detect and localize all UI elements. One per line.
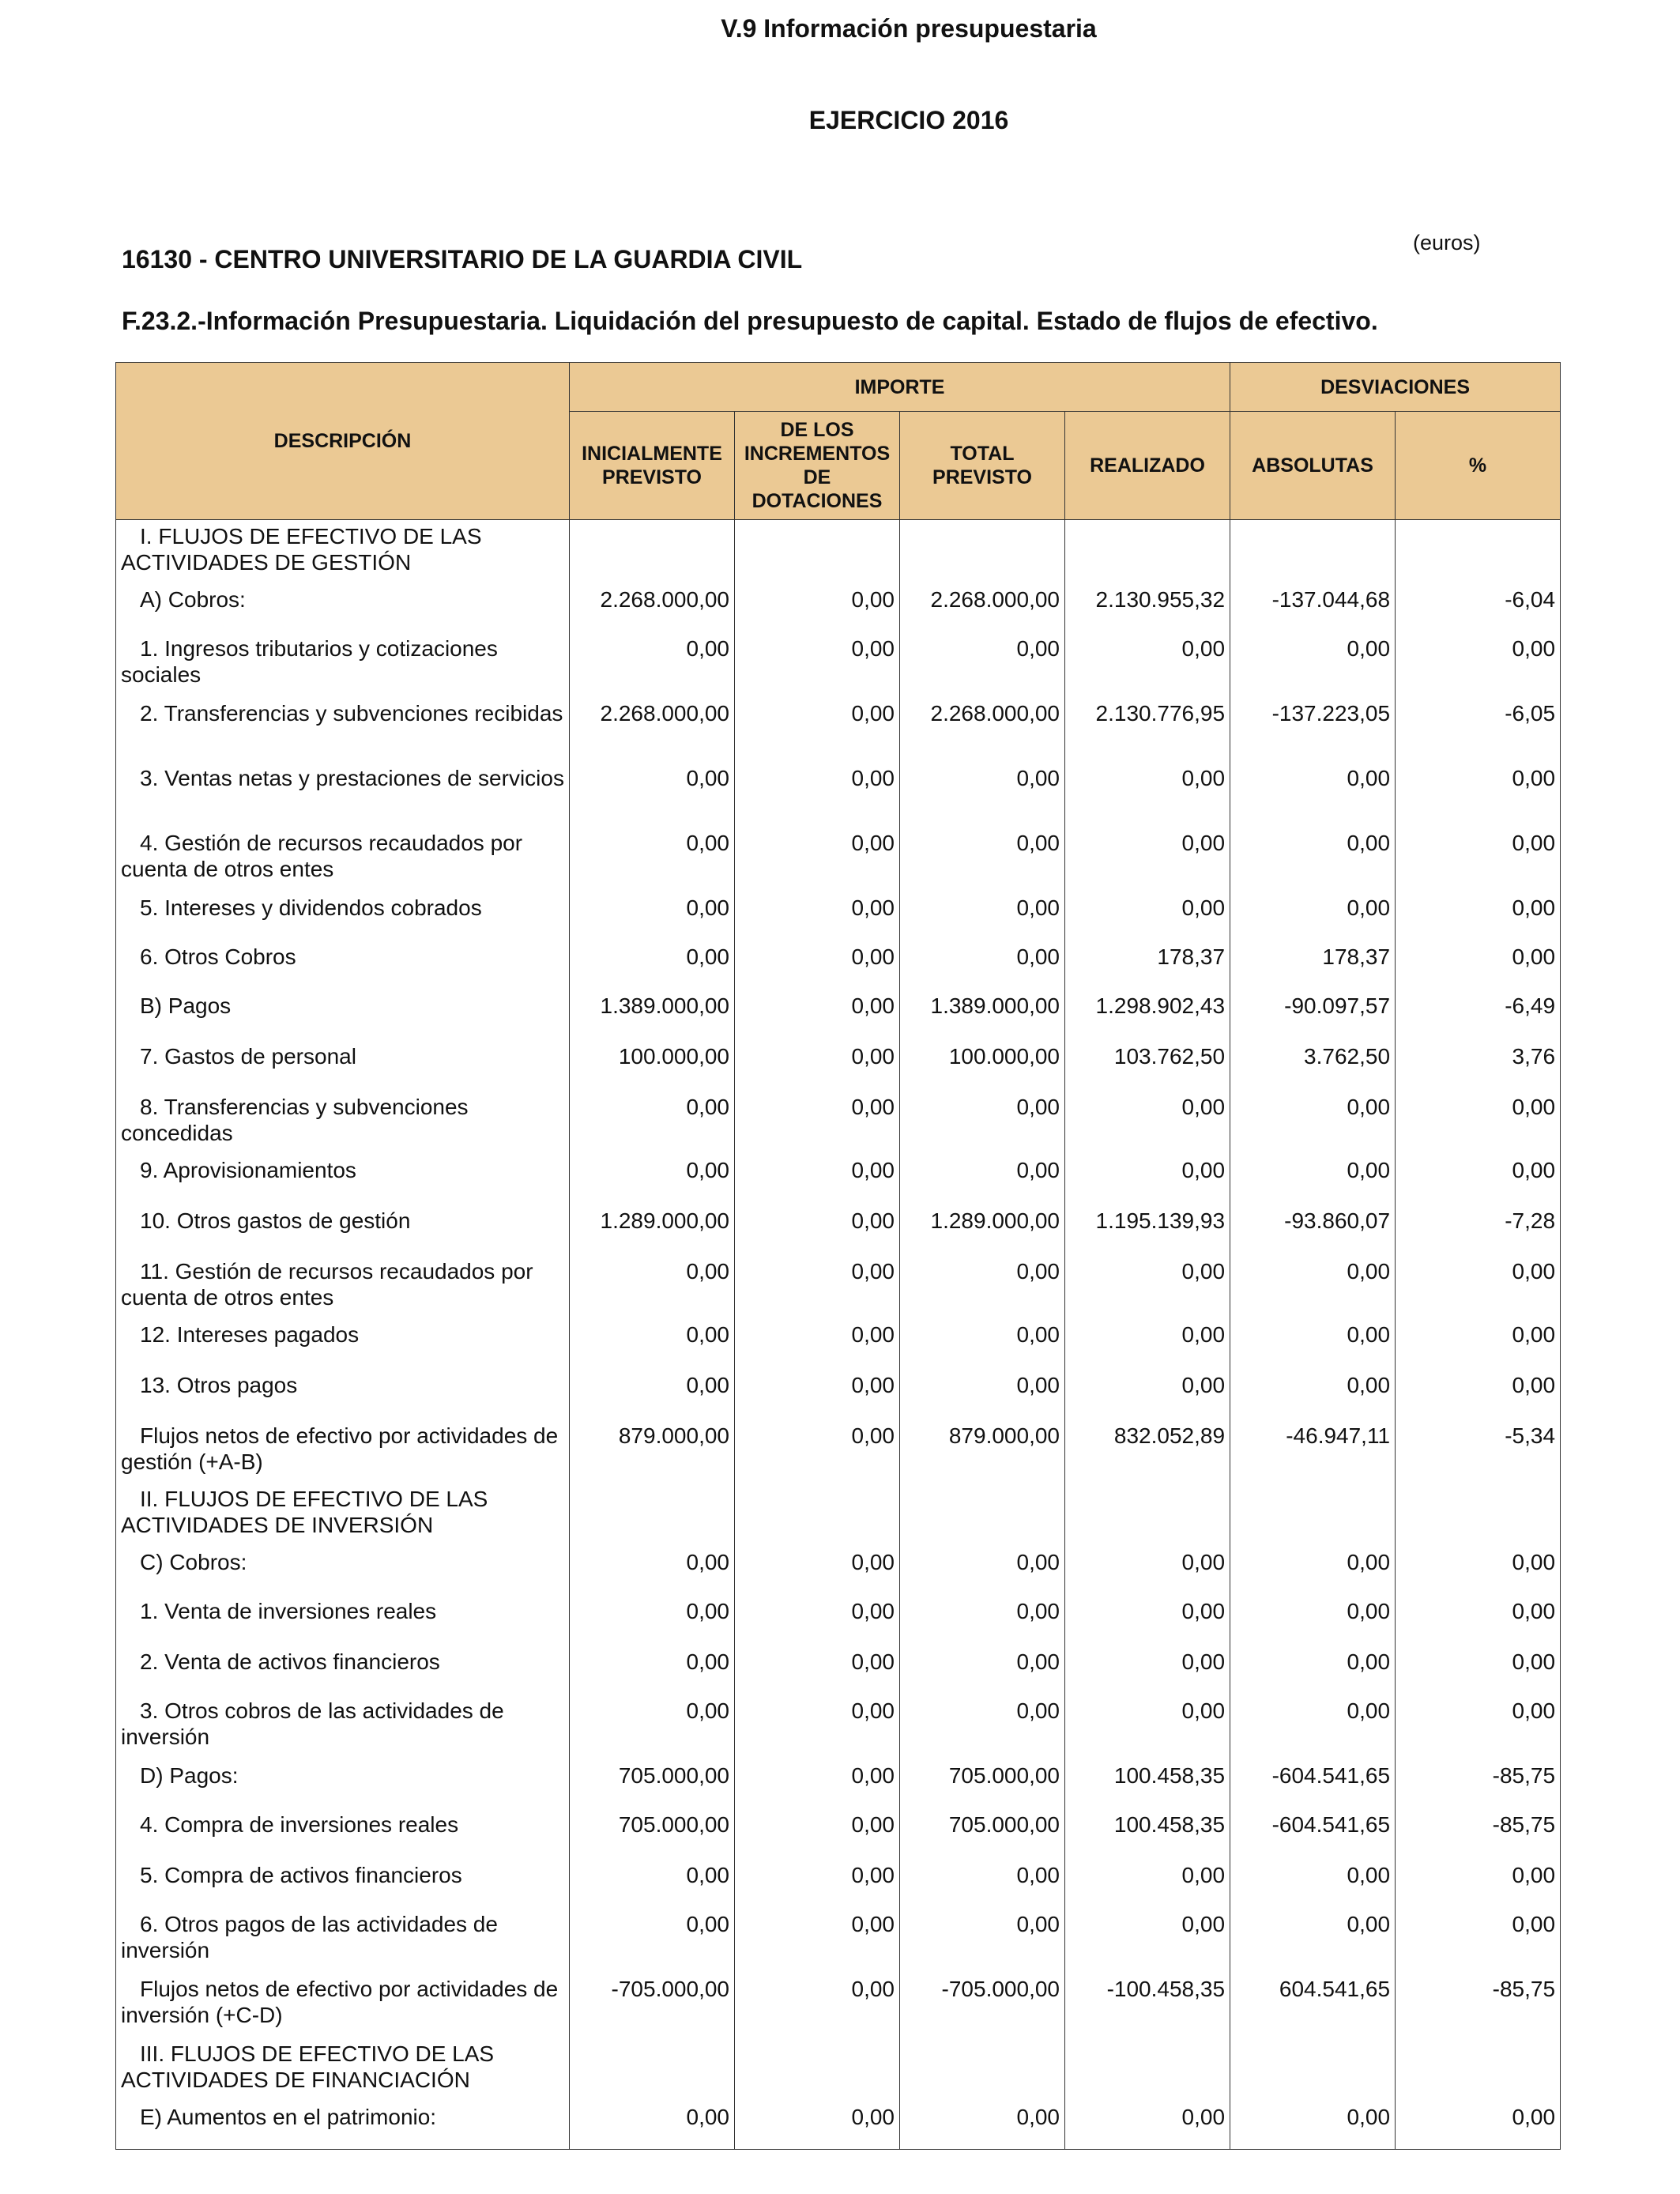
cell-percent: [1396, 2038, 1561, 2101]
row-description: I. FLUJOS DE EFECTIVO DE LAS ACTIVIDADES DE GESTIÓN: [116, 520, 570, 583]
cell-total-previsto: 0,00: [900, 892, 1065, 941]
cell-realizado: 0,00: [1065, 1154, 1230, 1204]
cell-realizado: 2.130.955,32: [1065, 583, 1230, 632]
table-row: [116, 1204, 1561, 1255]
table-row: [116, 1808, 1561, 1859]
cell-absolutas: -137.044,68: [1230, 583, 1396, 632]
report-subtitle: F.23.2.-Información Presupuestaria. Liquidación del presupuesto de capital. Estado de flujos de efectivo.: [122, 307, 1378, 335]
cell-realizado: 0,00: [1065, 1595, 1230, 1646]
cell-inicialmente-previsto: 705.000,00: [570, 1808, 735, 1859]
cell-realizado: 2.130.776,95: [1065, 697, 1230, 762]
cell-inicialmente-previsto: 0,00: [570, 1546, 735, 1595]
cell-absolutas: 0,00: [1230, 1595, 1396, 1646]
cell-total-previsto: 0,00: [900, 1646, 1065, 1695]
cell-inicialmente-previsto: 0,00: [570, 762, 735, 827]
cell-inicialmente-previsto: 0,00: [570, 1908, 735, 1973]
row-description: 1. Venta de inversiones reales: [116, 1595, 570, 1646]
table-row: [116, 1040, 1561, 1091]
cell-incrementos: 0,00: [735, 583, 900, 632]
cell-total-previsto: 0,00: [900, 762, 1065, 827]
cell-absolutas: 0,00: [1230, 762, 1396, 827]
cell-inicialmente-previsto: 1.389.000,00: [570, 990, 735, 1040]
cell-percent: 0,00: [1396, 2101, 1561, 2150]
cell-total-previsto: 0,00: [900, 941, 1065, 990]
header-inicialmente-previsto: INICIALMENTE PREVISTO: [570, 412, 735, 520]
row-description: 4. Compra de inversiones reales: [116, 1808, 570, 1859]
cell-inicialmente-previsto: 100.000,00: [570, 1040, 735, 1091]
cell-total-previsto: 705.000,00: [900, 1759, 1065, 1808]
row-description: 3. Otros cobros de las actividades de inversión: [116, 1695, 570, 1759]
cell-absolutas: [1230, 2038, 1396, 2101]
cell-total-previsto: -705.000,00: [900, 1973, 1065, 2038]
header-realizado: REALIZADO: [1065, 412, 1230, 520]
row-description: E) Aumentos en el patrimonio:: [116, 2101, 570, 2150]
cell-total-previsto: 0,00: [900, 1091, 1065, 1154]
row-description: 1. Ingresos tributarios y cotizaciones sociales: [116, 632, 570, 697]
table-row: [116, 762, 1561, 827]
cell-absolutas: 0,00: [1230, 1255, 1396, 1318]
cell-incrementos: 0,00: [735, 1908, 900, 1973]
cell-total-previsto: [900, 1483, 1065, 1546]
cell-percent: -85,75: [1396, 1973, 1561, 2038]
cell-incrementos: 0,00: [735, 697, 900, 762]
row-description: 11. Gestión de recursos recaudados por cuenta de otros entes: [116, 1255, 570, 1318]
cell-percent: 0,00: [1396, 1318, 1561, 1369]
table-row: [116, 1369, 1561, 1419]
cell-total-previsto: 0,00: [900, 632, 1065, 697]
cell-inicialmente-previsto: 0,00: [570, 1318, 735, 1369]
row-description: 3. Ventas netas y prestaciones de servicios: [116, 762, 570, 827]
cell-absolutas: [1230, 1483, 1396, 1546]
cell-incrementos: 0,00: [735, 941, 900, 990]
header-percent: %: [1396, 412, 1561, 520]
cell-absolutas: 0,00: [1230, 632, 1396, 697]
cell-absolutas: 178,37: [1230, 941, 1396, 990]
cell-total-previsto: 2.268.000,00: [900, 583, 1065, 632]
row-description: A) Cobros:: [116, 583, 570, 632]
row-description: D) Pagos:: [116, 1759, 570, 1808]
cell-realizado: 0,00: [1065, 1695, 1230, 1759]
table-row: [116, 2101, 1561, 2150]
cell-absolutas: 0,00: [1230, 1369, 1396, 1419]
table-row: [116, 1908, 1561, 1973]
cell-realizado: 832.052,89: [1065, 1419, 1230, 1483]
cell-incrementos: [735, 1483, 900, 1546]
cell-percent: 0,00: [1396, 1595, 1561, 1646]
header-desviaciones: DESVIACIONES: [1230, 363, 1561, 412]
cell-inicialmente-previsto: 879.000,00: [570, 1419, 735, 1483]
table-row: [116, 990, 1561, 1040]
row-description: III. FLUJOS DE EFECTIVO DE LAS ACTIVIDADES DE FINANCIACIÓN: [116, 2038, 570, 2101]
cell-inicialmente-previsto: 0,00: [570, 1595, 735, 1646]
cell-absolutas: 0,00: [1230, 1546, 1396, 1595]
cell-inicialmente-previsto: 0,00: [570, 1369, 735, 1419]
cell-realizado: 0,00: [1065, 892, 1230, 941]
row-description: B) Pagos: [116, 990, 570, 1040]
cell-total-previsto: 0,00: [900, 2101, 1065, 2150]
header-incrementos: DE LOS INCREMENTOS DE DOTACIONES: [735, 412, 900, 520]
cell-realizado: 0,00: [1065, 1369, 1230, 1419]
cell-absolutas: -46.947,11: [1230, 1419, 1396, 1483]
cell-total-previsto: 0,00: [900, 1318, 1065, 1369]
header-importe: IMPORTE: [570, 363, 1230, 412]
cell-total-previsto: 0,00: [900, 827, 1065, 892]
cell-realizado: 0,00: [1065, 762, 1230, 827]
cell-percent: -6,04: [1396, 583, 1561, 632]
cell-inicialmente-previsto: [570, 1483, 735, 1546]
cell-realizado: 0,00: [1065, 1908, 1230, 1973]
cell-realizado: 0,00: [1065, 1255, 1230, 1318]
cell-realizado: 0,00: [1065, 827, 1230, 892]
cell-total-previsto: 0,00: [900, 1255, 1065, 1318]
cell-percent: [1396, 1483, 1561, 1546]
table-row: [116, 1255, 1561, 1318]
cell-incrementos: 0,00: [735, 1419, 900, 1483]
cell-percent: 0,00: [1396, 941, 1561, 990]
cell-incrementos: [735, 520, 900, 583]
table-row: [116, 941, 1561, 990]
cell-incrementos: 0,00: [735, 1040, 900, 1091]
table-row: [116, 1759, 1561, 1808]
cell-absolutas: 604.541,65: [1230, 1973, 1396, 2038]
cell-percent: -6,05: [1396, 697, 1561, 762]
cell-inicialmente-previsto: 0,00: [570, 1091, 735, 1154]
cell-inicialmente-previsto: 0,00: [570, 892, 735, 941]
cell-absolutas: 0,00: [1230, 1695, 1396, 1759]
cell-total-previsto: 1.389.000,00: [900, 990, 1065, 1040]
page-title: V.9 Información presupuestaria: [721, 14, 1097, 43]
cell-realizado: 1.195.139,93: [1065, 1204, 1230, 1255]
cell-incrementos: 0,00: [735, 1808, 900, 1859]
cash-flow-table: [115, 362, 1561, 2150]
row-description: 6. Otros pagos de las actividades de inversión: [116, 1908, 570, 1973]
row-description: 4. Gestión de recursos recaudados por cuenta de otros entes: [116, 827, 570, 892]
cell-incrementos: 0,00: [735, 1369, 900, 1419]
cell-realizado: 0,00: [1065, 632, 1230, 697]
cell-inicialmente-previsto: 0,00: [570, 632, 735, 697]
cell-incrementos: 0,00: [735, 1204, 900, 1255]
cell-absolutas: -137.223,05: [1230, 697, 1396, 762]
cell-percent: 0,00: [1396, 1695, 1561, 1759]
cell-total-previsto: [900, 520, 1065, 583]
cell-percent: [1396, 520, 1561, 583]
cell-inicialmente-previsto: 0,00: [570, 2101, 735, 2150]
cell-total-previsto: 1.289.000,00: [900, 1204, 1065, 1255]
table-row: [116, 1419, 1561, 1483]
exercise-year: EJERCICIO 2016: [808, 106, 1009, 134]
cell-realizado: 0,00: [1065, 2101, 1230, 2150]
cell-incrementos: [735, 2038, 900, 2101]
cell-percent: -85,75: [1396, 1759, 1561, 1808]
cell-realizado: 0,00: [1065, 1859, 1230, 1908]
cell-realizado: 100.458,35: [1065, 1759, 1230, 1808]
cell-total-previsto: 100.000,00: [900, 1040, 1065, 1091]
table-row: [116, 1091, 1561, 1154]
cell-percent: 0,00: [1396, 892, 1561, 941]
cell-percent: 3,76: [1396, 1040, 1561, 1091]
row-description: C) Cobros:: [116, 1546, 570, 1595]
cell-percent: 0,00: [1396, 1369, 1561, 1419]
cell-incrementos: 0,00: [735, 2101, 900, 2150]
cell-incrementos: 0,00: [735, 1859, 900, 1908]
table-row: [116, 632, 1561, 697]
cell-absolutas: 0,00: [1230, 1154, 1396, 1204]
cell-incrementos: 0,00: [735, 762, 900, 827]
table-row: [116, 827, 1561, 892]
table-row: [116, 2038, 1561, 2101]
cell-total-previsto: 0,00: [900, 1908, 1065, 1973]
cell-inicialmente-previsto: 0,00: [570, 1646, 735, 1695]
cell-percent: 0,00: [1396, 762, 1561, 827]
table-row: [116, 1483, 1561, 1546]
cell-incrementos: 0,00: [735, 990, 900, 1040]
cell-inicialmente-previsto: 0,00: [570, 941, 735, 990]
cell-realizado: [1065, 1483, 1230, 1546]
cell-total-previsto: 2.268.000,00: [900, 697, 1065, 762]
cell-incrementos: 0,00: [735, 1255, 900, 1318]
row-description: Flujos netos de efectivo por actividades de inversión (+C-D): [116, 1973, 570, 2038]
cell-absolutas: -90.097,57: [1230, 990, 1396, 1040]
row-description: Flujos netos de efectivo por actividades de gestión (+A-B): [116, 1419, 570, 1483]
cell-incrementos: 0,00: [735, 1695, 900, 1759]
cell-absolutas: 0,00: [1230, 1091, 1396, 1154]
cell-realizado: 100.458,35: [1065, 1808, 1230, 1859]
cell-inicialmente-previsto: 2.268.000,00: [570, 697, 735, 762]
table-row: [116, 1859, 1561, 1908]
table-row: [116, 1646, 1561, 1695]
cell-absolutas: -604.541,65: [1230, 1759, 1396, 1808]
row-description: II. FLUJOS DE EFECTIVO DE LAS ACTIVIDADES DE INVERSIÓN: [116, 1483, 570, 1546]
row-description: 6. Otros Cobros: [116, 941, 570, 990]
cell-percent: -85,75: [1396, 1808, 1561, 1859]
cell-inicialmente-previsto: 0,00: [570, 827, 735, 892]
cell-absolutas: 0,00: [1230, 892, 1396, 941]
header-absolutas: ABSOLUTAS: [1230, 412, 1396, 520]
cell-percent: 0,00: [1396, 1646, 1561, 1695]
cell-total-previsto: 0,00: [900, 1695, 1065, 1759]
cell-absolutas: 0,00: [1230, 1646, 1396, 1695]
table-row: [116, 520, 1561, 583]
cell-inicialmente-previsto: -705.000,00: [570, 1973, 735, 2038]
cell-realizado: 103.762,50: [1065, 1040, 1230, 1091]
table-row: [116, 1973, 1561, 2038]
cell-absolutas: 0,00: [1230, 2101, 1396, 2150]
row-description: 5. Compra de activos financieros: [116, 1859, 570, 1908]
header-total-previsto: TOTAL PREVISTO: [900, 412, 1065, 520]
row-description: 12. Intereses pagados: [116, 1318, 570, 1369]
cell-inicialmente-previsto: 1.289.000,00: [570, 1204, 735, 1255]
cell-realizado: [1065, 2038, 1230, 2101]
cell-incrementos: 0,00: [735, 1091, 900, 1154]
cell-absolutas: -93.860,07: [1230, 1204, 1396, 1255]
cell-percent: 0,00: [1396, 827, 1561, 892]
cell-inicialmente-previsto: 2.268.000,00: [570, 583, 735, 632]
cell-incrementos: 0,00: [735, 1546, 900, 1595]
cell-incrementos: 0,00: [735, 1318, 900, 1369]
cell-inicialmente-previsto: 705.000,00: [570, 1759, 735, 1808]
units-label: (euros): [1413, 231, 1481, 254]
cell-incrementos: 0,00: [735, 892, 900, 941]
cell-inicialmente-previsto: [570, 2038, 735, 2101]
cell-incrementos: 0,00: [735, 1759, 900, 1808]
table-row: [116, 1695, 1561, 1759]
cell-incrementos: 0,00: [735, 1646, 900, 1695]
table-row: [116, 1595, 1561, 1646]
cell-realizado: 1.298.902,43: [1065, 990, 1230, 1040]
cell-percent: 0,00: [1396, 1255, 1561, 1318]
cell-percent: 0,00: [1396, 1546, 1561, 1595]
cell-percent: 0,00: [1396, 1154, 1561, 1204]
cell-percent: 0,00: [1396, 632, 1561, 697]
cell-total-previsto: 0,00: [900, 1595, 1065, 1646]
cell-percent: 0,00: [1396, 1859, 1561, 1908]
table-row: [116, 1546, 1561, 1595]
cell-percent: -6,49: [1396, 990, 1561, 1040]
cell-realizado: 0,00: [1065, 1318, 1230, 1369]
table-row: [116, 583, 1561, 632]
cell-incrementos: 0,00: [735, 1973, 900, 2038]
cell-incrementos: 0,00: [735, 632, 900, 697]
cell-incrementos: 0,00: [735, 1154, 900, 1204]
cell-total-previsto: 705.000,00: [900, 1808, 1065, 1859]
row-description: 5. Intereses y dividendos cobrados: [116, 892, 570, 941]
cell-absolutas: 3.762,50: [1230, 1040, 1396, 1091]
table-header: [116, 363, 1561, 520]
cell-absolutas: 0,00: [1230, 1318, 1396, 1369]
row-description: 10. Otros gastos de gestión: [116, 1204, 570, 1255]
table-row: [116, 1318, 1561, 1369]
cell-total-previsto: 0,00: [900, 1546, 1065, 1595]
cell-inicialmente-previsto: 0,00: [570, 1859, 735, 1908]
cell-realizado: 0,00: [1065, 1646, 1230, 1695]
cell-absolutas: 0,00: [1230, 1859, 1396, 1908]
table-body: [116, 520, 1561, 2150]
cell-absolutas: 0,00: [1230, 827, 1396, 892]
cell-inicialmente-previsto: [570, 520, 735, 583]
row-description: 2. Transferencias y subvenciones recibidas: [116, 697, 570, 762]
table-row: [116, 1154, 1561, 1204]
row-description: 9. Aprovisionamientos: [116, 1154, 570, 1204]
cell-realizado: 178,37: [1065, 941, 1230, 990]
row-description: 8. Transferencias y subvenciones concedidas: [116, 1091, 570, 1154]
table-row: [116, 892, 1561, 941]
cell-inicialmente-previsto: 0,00: [570, 1695, 735, 1759]
cell-inicialmente-previsto: 0,00: [570, 1255, 735, 1318]
cell-realizado: 0,00: [1065, 1091, 1230, 1154]
cell-total-previsto: 0,00: [900, 1369, 1065, 1419]
cell-percent: -5,34: [1396, 1419, 1561, 1483]
cell-total-previsto: 879.000,00: [900, 1419, 1065, 1483]
cell-percent: 0,00: [1396, 1091, 1561, 1154]
cell-inicialmente-previsto: 0,00: [570, 1154, 735, 1204]
row-description: 2. Venta de activos financieros: [116, 1646, 570, 1695]
cell-absolutas: [1230, 520, 1396, 583]
row-description: 7. Gastos de personal: [116, 1040, 570, 1091]
table-row: [116, 697, 1561, 762]
cell-realizado: [1065, 520, 1230, 583]
cell-absolutas: 0,00: [1230, 1908, 1396, 1973]
cell-percent: -7,28: [1396, 1204, 1561, 1255]
header-descripcion: DESCRIPCIÓN: [116, 363, 570, 520]
entity-title: 16130 - CENTRO UNIVERSITARIO DE LA GUARDIA CIVIL: [122, 245, 803, 273]
cell-total-previsto: 0,00: [900, 1154, 1065, 1204]
cell-total-previsto: [900, 2038, 1065, 2101]
cell-incrementos: 0,00: [735, 1595, 900, 1646]
cell-realizado: -100.458,35: [1065, 1973, 1230, 2038]
cell-absolutas: -604.541,65: [1230, 1808, 1396, 1859]
cell-percent: 0,00: [1396, 1908, 1561, 1973]
row-description: 13. Otros pagos: [116, 1369, 570, 1419]
cell-total-previsto: 0,00: [900, 1859, 1065, 1908]
cell-realizado: 0,00: [1065, 1546, 1230, 1595]
cell-incrementos: 0,00: [735, 827, 900, 892]
